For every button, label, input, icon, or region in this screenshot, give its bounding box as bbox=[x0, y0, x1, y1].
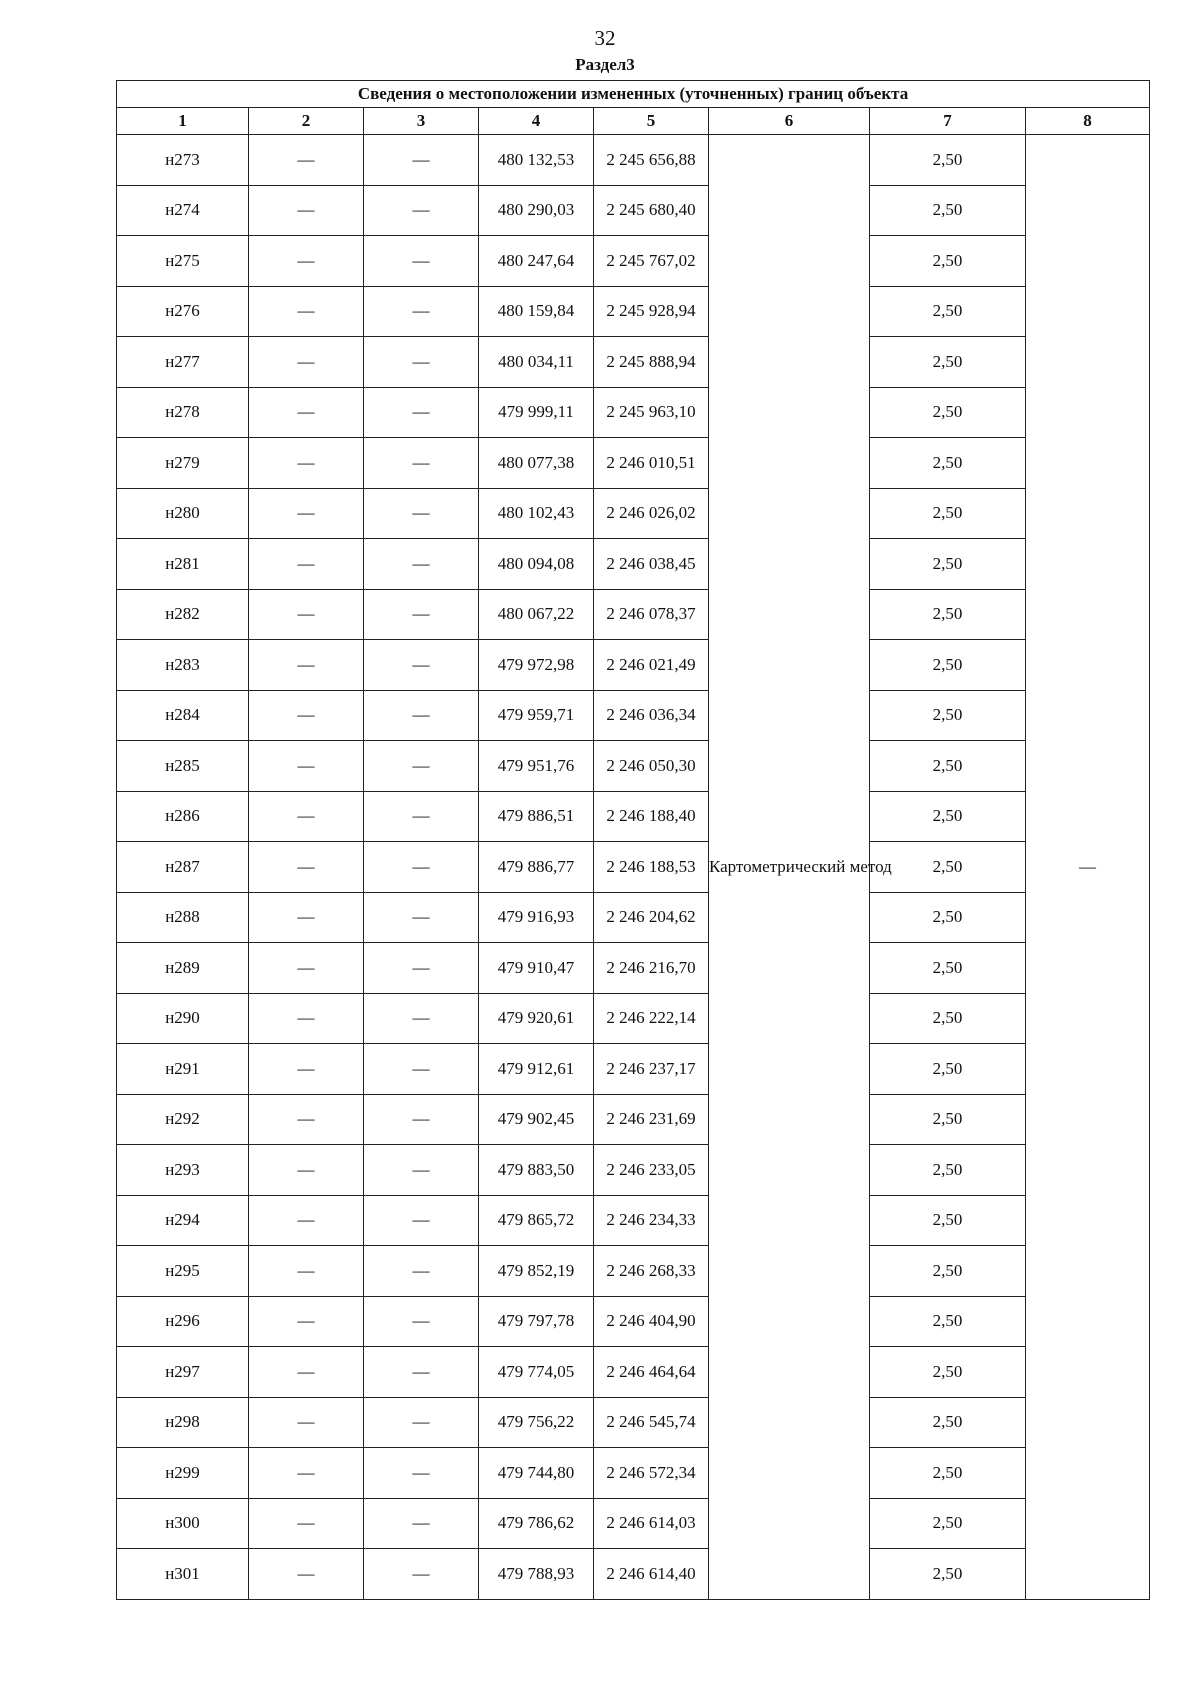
point-name-cell: н298 bbox=[117, 1397, 249, 1448]
column-3-cell: — bbox=[364, 488, 479, 539]
table-row bbox=[117, 993, 1150, 1044]
y-coordinate-cell: 2 245 656,88 bbox=[594, 135, 709, 186]
column-3-cell: — bbox=[364, 589, 479, 640]
column-2-cell: — bbox=[249, 438, 364, 489]
column-2-cell: — bbox=[249, 488, 364, 539]
accuracy-cell: 2,50 bbox=[870, 1145, 1026, 1196]
table-row bbox=[117, 589, 1150, 640]
y-coordinate-cell: 2 246 021,49 bbox=[594, 640, 709, 691]
column-2-cell: — bbox=[249, 185, 364, 236]
x-coordinate-cell: 479 886,51 bbox=[479, 791, 594, 842]
x-coordinate-cell: 480 094,08 bbox=[479, 539, 594, 590]
y-coordinate-cell: 2 246 231,69 bbox=[594, 1094, 709, 1145]
x-coordinate-cell: 479 774,05 bbox=[479, 1347, 594, 1398]
point-name-cell: н287 bbox=[117, 842, 249, 893]
column-3-cell: — bbox=[364, 539, 479, 590]
table-row bbox=[117, 640, 1150, 691]
table-row bbox=[117, 842, 1150, 893]
accuracy-cell: 2,50 bbox=[870, 135, 1026, 186]
column-3-cell: — bbox=[364, 993, 479, 1044]
table-row bbox=[117, 1246, 1150, 1297]
section-title: Раздел3 bbox=[575, 55, 635, 74]
column-8-cell: — bbox=[1026, 135, 1150, 1600]
y-coordinate-cell: 2 245 928,94 bbox=[594, 286, 709, 337]
column-2-cell: — bbox=[249, 993, 364, 1044]
y-coordinate-cell: 2 246 545,74 bbox=[594, 1397, 709, 1448]
y-coordinate-cell: 2 246 614,40 bbox=[594, 1549, 709, 1600]
accuracy-cell: 2,50 bbox=[870, 1044, 1026, 1095]
column-3-cell: — bbox=[364, 690, 479, 741]
x-coordinate-cell: 480 077,38 bbox=[479, 438, 594, 489]
accuracy-cell: 2,50 bbox=[870, 892, 1026, 943]
column-3-cell: — bbox=[364, 135, 479, 186]
column-2-cell: — bbox=[249, 943, 364, 994]
column-2-cell: — bbox=[249, 791, 364, 842]
column-3-cell: — bbox=[364, 842, 479, 893]
column-2-cell: — bbox=[249, 1498, 364, 1549]
column-2-cell: — bbox=[249, 1044, 364, 1095]
column-2-cell: — bbox=[249, 892, 364, 943]
method-cell: Картометрический метод bbox=[709, 135, 870, 1600]
column-2-cell: — bbox=[249, 1347, 364, 1398]
x-coordinate-cell: 479 912,61 bbox=[479, 1044, 594, 1095]
y-coordinate-cell: 2 246 572,34 bbox=[594, 1448, 709, 1499]
column-3-cell: — bbox=[364, 1296, 479, 1347]
table-row bbox=[117, 1195, 1150, 1246]
y-coordinate-cell: 2 246 614,03 bbox=[594, 1498, 709, 1549]
point-name-cell: н300 bbox=[117, 1498, 249, 1549]
column-3-cell: — bbox=[364, 236, 479, 287]
y-coordinate-cell: 2 246 464,64 bbox=[594, 1347, 709, 1398]
x-coordinate-cell: 480 067,22 bbox=[479, 589, 594, 640]
x-coordinate-cell: 479 744,80 bbox=[479, 1448, 594, 1499]
column-2-cell: — bbox=[249, 1094, 364, 1145]
x-coordinate-cell: 479 852,19 bbox=[479, 1246, 594, 1297]
accuracy-cell: 2,50 bbox=[870, 387, 1026, 438]
x-coordinate-cell: 479 786,62 bbox=[479, 1498, 594, 1549]
column-3-cell: — bbox=[364, 1246, 479, 1297]
table-row bbox=[117, 488, 1150, 539]
column-2-cell: — bbox=[249, 1145, 364, 1196]
point-name-cell: н290 bbox=[117, 993, 249, 1044]
point-name-cell: н279 bbox=[117, 438, 249, 489]
accuracy-cell: 2,50 bbox=[870, 236, 1026, 287]
table-row bbox=[117, 539, 1150, 590]
column-2-cell: — bbox=[249, 236, 364, 287]
y-coordinate-cell: 2 246 038,45 bbox=[594, 539, 709, 590]
x-coordinate-cell: 479 883,50 bbox=[479, 1145, 594, 1196]
point-name-cell: н291 bbox=[117, 1044, 249, 1095]
y-coordinate-cell: 2 246 222,14 bbox=[594, 993, 709, 1044]
accuracy-cell: 2,50 bbox=[870, 1246, 1026, 1297]
column-3-cell: — bbox=[364, 387, 479, 438]
accuracy-cell: 2,50 bbox=[870, 1549, 1026, 1600]
point-name-cell: н285 bbox=[117, 741, 249, 792]
point-name-cell: н273 bbox=[117, 135, 249, 186]
point-name-cell: н292 bbox=[117, 1094, 249, 1145]
point-name-cell: н297 bbox=[117, 1347, 249, 1398]
table-row bbox=[117, 690, 1150, 741]
x-coordinate-cell: 479 797,78 bbox=[479, 1296, 594, 1347]
point-name-cell: н283 bbox=[117, 640, 249, 691]
column-3-cell: — bbox=[364, 1094, 479, 1145]
column-2-cell: — bbox=[249, 387, 364, 438]
column-2-cell: — bbox=[249, 539, 364, 590]
table-row bbox=[117, 1498, 1150, 1549]
x-coordinate-cell: 480 132,53 bbox=[479, 135, 594, 186]
y-coordinate-cell: 2 246 036,34 bbox=[594, 690, 709, 741]
point-name-cell: н295 bbox=[117, 1246, 249, 1297]
y-coordinate-cell: 2 246 233,05 bbox=[594, 1145, 709, 1196]
point-name-cell: н296 bbox=[117, 1296, 249, 1347]
column-3-cell: — bbox=[364, 741, 479, 792]
column-2-cell: — bbox=[249, 1397, 364, 1448]
accuracy-cell: 2,50 bbox=[870, 337, 1026, 388]
column-3-cell: — bbox=[364, 1347, 479, 1398]
column-2-cell: — bbox=[249, 1195, 364, 1246]
column-number: 4 bbox=[479, 108, 594, 135]
y-coordinate-cell: 2 246 237,17 bbox=[594, 1044, 709, 1095]
y-coordinate-cell: 2 246 188,40 bbox=[594, 791, 709, 842]
accuracy-cell: 2,50 bbox=[870, 1195, 1026, 1246]
point-name-cell: н280 bbox=[117, 488, 249, 539]
column-2-cell: — bbox=[249, 589, 364, 640]
table-row bbox=[117, 286, 1150, 337]
y-coordinate-cell: 2 245 680,40 bbox=[594, 185, 709, 236]
accuracy-cell: 2,50 bbox=[870, 943, 1026, 994]
x-coordinate-cell: 479 865,72 bbox=[479, 1195, 594, 1246]
table-row bbox=[117, 1094, 1150, 1145]
page-number: 32 bbox=[594, 26, 616, 50]
y-coordinate-cell: 2 246 204,62 bbox=[594, 892, 709, 943]
column-number: 6 bbox=[709, 108, 870, 135]
y-coordinate-cell: 2 246 216,70 bbox=[594, 943, 709, 994]
column-3-cell: — bbox=[364, 286, 479, 337]
point-name-cell: н299 bbox=[117, 1448, 249, 1499]
column-2-cell: — bbox=[249, 741, 364, 792]
x-coordinate-cell: 479 972,98 bbox=[479, 640, 594, 691]
table-row bbox=[117, 892, 1150, 943]
y-coordinate-cell: 2 246 188,53 bbox=[594, 842, 709, 893]
table-row bbox=[117, 791, 1150, 842]
y-coordinate-cell: 2 245 963,10 bbox=[594, 387, 709, 438]
coordinates-table bbox=[116, 80, 1150, 1600]
column-3-cell: — bbox=[364, 1195, 479, 1246]
accuracy-cell: 2,50 bbox=[870, 185, 1026, 236]
y-coordinate-cell: 2 246 026,02 bbox=[594, 488, 709, 539]
y-coordinate-cell: 2 246 050,30 bbox=[594, 741, 709, 792]
table-caption: Сведения о местоположении измененных (уточненных) границ объекта bbox=[117, 81, 1150, 108]
point-name-cell: н286 bbox=[117, 791, 249, 842]
accuracy-cell: 2,50 bbox=[870, 690, 1026, 741]
accuracy-cell: 2,50 bbox=[870, 1397, 1026, 1448]
column-number: 2 bbox=[249, 108, 364, 135]
table-row bbox=[117, 387, 1150, 438]
y-coordinate-cell: 2 246 268,33 bbox=[594, 1246, 709, 1297]
accuracy-cell: 2,50 bbox=[870, 488, 1026, 539]
column-3-cell: — bbox=[364, 1044, 479, 1095]
accuracy-cell: 2,50 bbox=[870, 1448, 1026, 1499]
column-2-cell: — bbox=[249, 1246, 364, 1297]
accuracy-cell: 2,50 bbox=[870, 640, 1026, 691]
x-coordinate-cell: 480 034,11 bbox=[479, 337, 594, 388]
accuracy-cell: 2,50 bbox=[870, 286, 1026, 337]
column-2-cell: — bbox=[249, 1448, 364, 1499]
point-name-cell: н293 bbox=[117, 1145, 249, 1196]
column-2-cell: — bbox=[249, 337, 364, 388]
accuracy-cell: 2,50 bbox=[870, 539, 1026, 590]
x-coordinate-cell: 479 999,11 bbox=[479, 387, 594, 438]
column-3-cell: — bbox=[364, 640, 479, 691]
column-number: 8 bbox=[1026, 108, 1150, 135]
column-2-cell: — bbox=[249, 690, 364, 741]
table-row bbox=[117, 741, 1150, 792]
point-name-cell: н294 bbox=[117, 1195, 249, 1246]
point-name-cell: н281 bbox=[117, 539, 249, 590]
table-row bbox=[117, 185, 1150, 236]
column-2-cell: — bbox=[249, 286, 364, 337]
column-number: 5 bbox=[594, 108, 709, 135]
point-name-cell: н289 bbox=[117, 943, 249, 994]
table-row bbox=[117, 1397, 1150, 1448]
column-3-cell: — bbox=[364, 1397, 479, 1448]
x-coordinate-cell: 479 916,93 bbox=[479, 892, 594, 943]
table-body bbox=[117, 135, 1150, 1600]
table-row bbox=[117, 1145, 1150, 1196]
accuracy-cell: 2,50 bbox=[870, 1498, 1026, 1549]
point-name-cell: н278 bbox=[117, 387, 249, 438]
accuracy-cell: 2,50 bbox=[870, 589, 1026, 640]
column-number: 7 bbox=[870, 108, 1026, 135]
column-2-cell: — bbox=[249, 1296, 364, 1347]
column-3-cell: — bbox=[364, 185, 479, 236]
column-3-cell: — bbox=[364, 892, 479, 943]
column-2-cell: — bbox=[249, 640, 364, 691]
point-name-cell: н274 bbox=[117, 185, 249, 236]
table-row bbox=[117, 1448, 1150, 1499]
point-name-cell: н284 bbox=[117, 690, 249, 741]
x-coordinate-cell: 480 102,43 bbox=[479, 488, 594, 539]
column-3-cell: — bbox=[364, 1498, 479, 1549]
x-coordinate-cell: 480 290,03 bbox=[479, 185, 594, 236]
x-coordinate-cell: 479 902,45 bbox=[479, 1094, 594, 1145]
table-row bbox=[117, 236, 1150, 287]
y-coordinate-cell: 2 245 767,02 bbox=[594, 236, 709, 287]
column-3-cell: — bbox=[364, 943, 479, 994]
x-coordinate-cell: 479 959,71 bbox=[479, 690, 594, 741]
point-name-cell: н275 bbox=[117, 236, 249, 287]
x-coordinate-cell: 479 951,76 bbox=[479, 741, 594, 792]
x-coordinate-cell: 479 910,47 bbox=[479, 943, 594, 994]
point-name-cell: н282 bbox=[117, 589, 249, 640]
table-row bbox=[117, 1296, 1150, 1347]
accuracy-cell: 2,50 bbox=[870, 842, 1026, 893]
y-coordinate-cell: 2 246 010,51 bbox=[594, 438, 709, 489]
x-coordinate-cell: 480 247,64 bbox=[479, 236, 594, 287]
table-row bbox=[117, 135, 1150, 186]
y-coordinate-cell: 2 246 078,37 bbox=[594, 589, 709, 640]
x-coordinate-cell: 479 886,77 bbox=[479, 842, 594, 893]
point-name-cell: н288 bbox=[117, 892, 249, 943]
column-2-cell: — bbox=[249, 842, 364, 893]
accuracy-cell: 2,50 bbox=[870, 741, 1026, 792]
point-name-cell: н301 bbox=[117, 1549, 249, 1600]
table-row bbox=[117, 1044, 1150, 1095]
table-row bbox=[117, 337, 1150, 388]
column-2-cell: — bbox=[249, 1549, 364, 1600]
column-3-cell: — bbox=[364, 1448, 479, 1499]
x-coordinate-cell: 479 920,61 bbox=[479, 993, 594, 1044]
y-coordinate-cell: 2 246 234,33 bbox=[594, 1195, 709, 1246]
accuracy-cell: 2,50 bbox=[870, 993, 1026, 1044]
column-3-cell: — bbox=[364, 337, 479, 388]
table-row bbox=[117, 943, 1150, 994]
x-coordinate-cell: 479 788,93 bbox=[479, 1549, 594, 1600]
column-3-cell: — bbox=[364, 1145, 479, 1196]
column-2-cell: — bbox=[249, 135, 364, 186]
column-3-cell: — bbox=[364, 1549, 479, 1600]
accuracy-cell: 2,50 bbox=[870, 438, 1026, 489]
column-3-cell: — bbox=[364, 438, 479, 489]
column-number: 3 bbox=[364, 108, 479, 135]
accuracy-cell: 2,50 bbox=[870, 791, 1026, 842]
table-row bbox=[117, 438, 1150, 489]
point-name-cell: н276 bbox=[117, 286, 249, 337]
y-coordinate-cell: 2 246 404,90 bbox=[594, 1296, 709, 1347]
table-row bbox=[117, 1347, 1150, 1398]
column-3-cell: — bbox=[364, 791, 479, 842]
accuracy-cell: 2,50 bbox=[870, 1094, 1026, 1145]
accuracy-cell: 2,50 bbox=[870, 1347, 1026, 1398]
accuracy-cell: 2,50 bbox=[870, 1296, 1026, 1347]
table-row bbox=[117, 1549, 1150, 1600]
column-number: 1 bbox=[117, 108, 249, 135]
x-coordinate-cell: 479 756,22 bbox=[479, 1397, 594, 1448]
y-coordinate-cell: 2 245 888,94 bbox=[594, 337, 709, 388]
x-coordinate-cell: 480 159,84 bbox=[479, 286, 594, 337]
point-name-cell: н277 bbox=[117, 337, 249, 388]
